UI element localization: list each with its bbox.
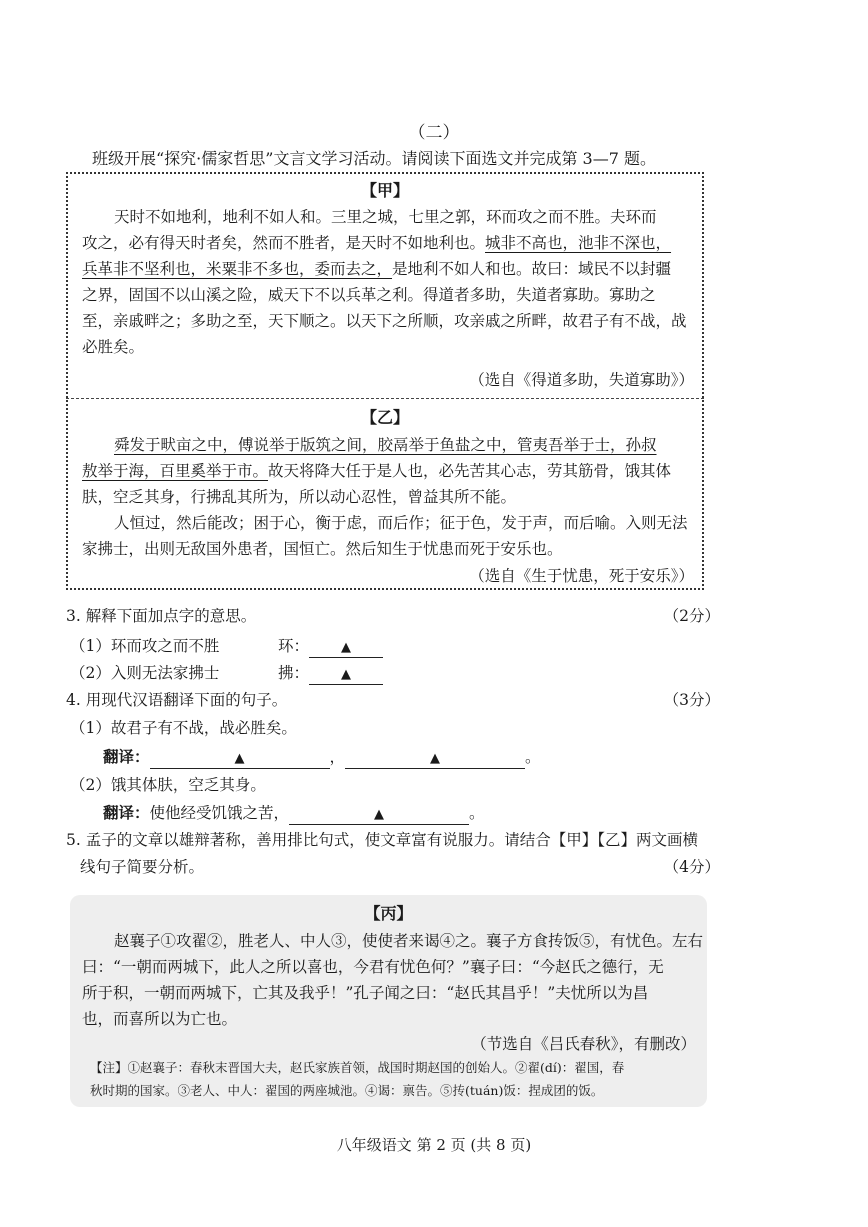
answer-mark-icon: ▲ [234, 751, 245, 766]
passage-bing-text [82, 928, 702, 1032]
q3-blank-1[interactable] [309, 637, 383, 658]
passage-bing-note-1: 【注】①赵襄子：春秋末晋国大夫，赵氏家族首领，战国时期赵国的创始人。②翟(dí)：翟国，春 [90, 1060, 625, 1075]
q3-item-2: （2）入则无法家拂士 [70, 664, 220, 682]
q3-answer-2[interactable] [278, 661, 383, 685]
passage-jia-heading: 【甲】 [360, 181, 409, 200]
jia-line-2 [82, 230, 702, 256]
question-3: 3. 解释下面加点字的意思。 [66, 607, 257, 625]
jia-underlined-1: 城非不高也，池非不深也， [485, 234, 672, 252]
bing-line-1: 赵襄子①攻翟②，胜老人、中人③，使使者来谒④之。襄子方食抟饭⑤，有忧色。左右 [114, 932, 704, 950]
answer-mark-icon: ▲ [374, 807, 385, 822]
answer-mark-icon: ▲ [341, 640, 352, 655]
question-4: 4. 用现代汉语翻译下面的句子。 [66, 691, 288, 709]
passage-jia-source: （选自《得道多助，失道寡助》） [469, 371, 694, 389]
jia-line-1: 天时不如地利，地利不如人和。三里之城，七里之郭，环而攻之而不胜。夫环而 [114, 208, 657, 226]
yi-underlined-2: 敖举于海，百里奚举于市。 [82, 462, 269, 480]
q4-answer-1[interactable] [103, 745, 541, 769]
q4-label-2: 翻译： [103, 803, 150, 822]
q4-label-1: 翻译： [103, 747, 150, 766]
bing-line-4: 也，而喜所以为亡也。 [82, 1010, 238, 1028]
jia-line-5: 至，亲戚畔之；多助之至，天下顺之。以天下之所顺，攻亲戚之所畔，故君子有不战，战 [82, 312, 687, 330]
passage-bing-heading: 【丙】 [364, 904, 413, 923]
bing-line-3: 所于积，一朝而两城下，亡其及我乎！”孔子闻之曰：“赵氏其昌乎！”夫忧所以为昌 [82, 984, 649, 1002]
passage-yi-source: （选自《生于忧患，死于安乐》） [469, 567, 694, 585]
q4-item-1: （1）故君子有不战，战必胜矣。 [70, 719, 297, 737]
passage-jia-text [82, 204, 702, 360]
answer-mark-icon: ▲ [341, 667, 352, 682]
jia-line-6: 必胜矣。 [82, 338, 145, 356]
question-5-line-1: 5. 孟子的文章以雄辩著称，善用排比句式，使文章富有说服力。请结合【甲】【乙】两文画横 [66, 831, 698, 849]
page-footer: 八年级语文 第 2 页 (共 8 页) [336, 1136, 532, 1154]
yi-underlined-1: 舜发于畎亩之中，傅说举于版筑之间，胶鬲举于鱼盐之中，管夷吾举于士，孙叔 [114, 436, 657, 454]
answer-mark-icon: ▲ [430, 751, 441, 766]
jia-line-3b: 是地利不如人和也。故曰：域民不以封疆 [392, 260, 672, 278]
question-5-score: （4分） [663, 858, 720, 876]
jia-line-4: 之界，固国不以山溪之险，威天下不以兵革之利。得道者多助，失道者寡助。寡助之 [82, 286, 656, 304]
question-5-line-2: 线句子简要分析。 [80, 858, 205, 876]
q4-period-2: 。 [469, 804, 485, 822]
q4-answer-2[interactable] [103, 801, 485, 825]
q3-key-2: 拂： [278, 664, 310, 682]
section-intro: 班级开展“探究·儒家哲思”文言文学习活动。请阅读下面选文并完成第 3—7 题。 [92, 149, 656, 168]
q3-blank-2[interactable] [309, 664, 383, 685]
q4-item-2: （2）饿其体肤，空乏其身。 [70, 776, 266, 794]
q3-item-1: （1）环而攻之而不胜 [70, 637, 220, 655]
q4-blank-1a[interactable] [150, 748, 330, 769]
q4-comma: ， [329, 748, 346, 766]
q4-period: 。 [525, 748, 541, 766]
passage-bing-note-2: 秋时期的国家。③老人、中人：翟国的两座城池。④谒：禀告。⑤抟(tuán)饭：捏成团的饭。 [90, 1083, 604, 1098]
bing-line-2: 曰：“一朝而两城下，此人之所以喜也，今君有忧色何？”襄子曰：“今赵氏之德行，无 [82, 958, 664, 976]
passage-bing-source: （节选自《吕氏春秋》，有删改） [471, 1035, 696, 1053]
question-3-score: （2分） [663, 607, 720, 625]
yi-line-2 [82, 458, 702, 484]
q4-blank-1b[interactable] [345, 748, 525, 769]
q4-prefix-2: 使他经受饥饿之苦， [149, 804, 290, 822]
question-4-score: （3分） [663, 691, 720, 709]
jia-line-2a: 攻之，必有得天时者矣，然而不胜者，是天时不如地利也。 [82, 234, 486, 252]
yi-line-3: 肤，空乏其身，行拂乱其所为，所以动心忍性，曾益其所不能。 [82, 488, 517, 506]
yi-line-5: 家拂士，出则无敌国外患者，国恒亡。然后知生于忧患而死于安乐也。 [82, 540, 563, 558]
passage-divider [66, 398, 704, 399]
q3-key-1: 环： [278, 637, 310, 655]
passage-yi-text [82, 432, 702, 562]
yi-line-4: 人恒过，然后能改；困于心，衡于虑，而后作；征于色，发于声，而后喻。入则无法 [114, 514, 688, 532]
q3-answer-1[interactable] [278, 634, 383, 658]
jia-underlined-2: 兵革非不坚利也，米粟非不多也，委而去之， [82, 260, 393, 278]
yi-line-2b: 故天将降大任于是人也，必先苦其心志，劳其筋骨，饿其体 [268, 462, 672, 480]
q4-blank-2[interactable] [289, 804, 469, 825]
section-title: （二） [408, 123, 460, 143]
jia-line-3 [82, 256, 702, 282]
passage-yi-heading: 【乙】 [360, 408, 409, 427]
